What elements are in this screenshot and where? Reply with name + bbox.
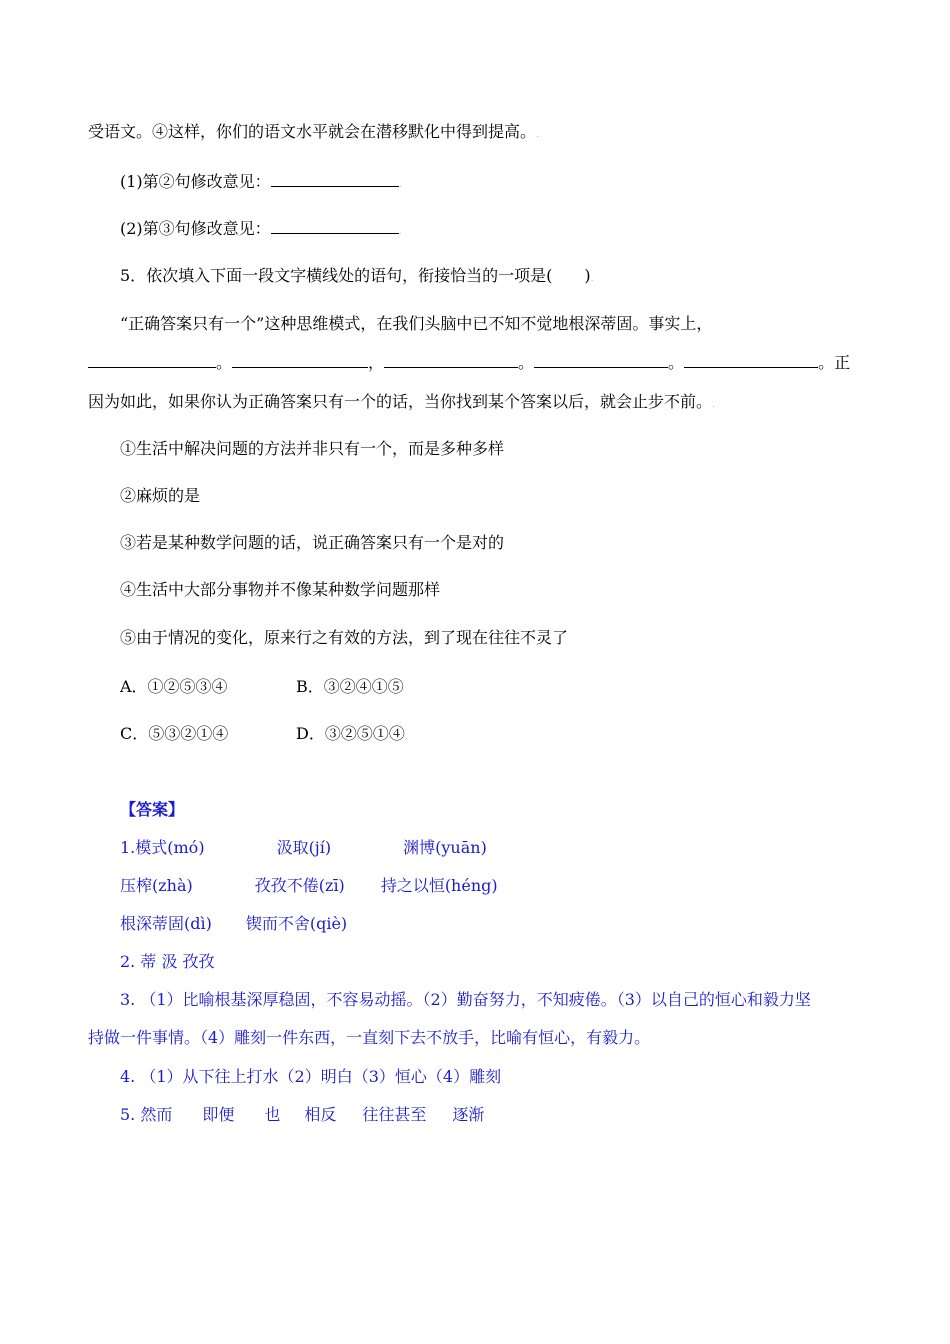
q5-blanks-line (88, 353, 850, 373)
answer-term: 锲而不舍(qiè) (245, 914, 348, 933)
answer-term: 1.模式(mó) (120, 838, 205, 857)
q4-item-2-label: (2)第③句修改意见： (120, 219, 271, 238)
q5-text-line-2: 因为如此，如果你认为正确答案只有一个的话，当你找到某个答案以后，就会止步不前。. (88, 392, 716, 411)
punct: 。 (668, 353, 685, 372)
answer-3-line-1: 3. （1）比喻根基深厚稳固，不容易动摇。（2）勤奋努力，不知疲倦。（3）以自己的恒心和毅力坚 (120, 990, 811, 1009)
answer-word: 逐渐 (452, 1105, 485, 1124)
answer-2: 2. 蒂 汲 孜孜 (120, 952, 215, 971)
answer-word: 即便 (202, 1105, 235, 1124)
option-4: ④生活中大部分事物并不像某种数学问题那样 (120, 580, 441, 599)
answer-4: 4. （1）从下往上打水（2）明白（3）恒心（4）雕刻 (120, 1067, 502, 1086)
answer-blank[interactable] (271, 219, 399, 234)
option-3: ③若是某种数学问题的话，说正确答案只有一个是对的 (120, 533, 505, 552)
q4-item-2: (2)第③句修改意见： . (120, 219, 402, 238)
option-5: ⑤由于情况的变化，原来行之有效的方法，到了现在往往不灵了 (120, 628, 569, 647)
answer-word: 也 (264, 1105, 281, 1124)
answer-1-row-1 (120, 838, 487, 858)
option-2: ②麻烦的是 (120, 486, 201, 505)
q5-text-line-1: “正确答案只有一个”这种思维模式，在我们头脑中已不知不觉地根深蒂固。事实上， (120, 314, 713, 333)
answer-blank[interactable] (534, 353, 668, 368)
punct: ， (368, 353, 385, 372)
q4-item-1: (1)第②句修改意见： . (120, 172, 402, 191)
answer-word: 往往甚至 (362, 1105, 427, 1124)
answer-blank[interactable] (684, 353, 818, 368)
q4-item-1-label: (1)第②句修改意见： (120, 172, 271, 191)
choice-c[interactable]: C．⑤③②①④ (120, 724, 229, 743)
answer-blank[interactable] (232, 353, 368, 368)
answer-5 (120, 1105, 484, 1125)
choice-b[interactable]: B．③②④①⑤ (296, 677, 404, 696)
answer-blank[interactable] (271, 172, 399, 187)
paragraph-continuation: 受语文。④这样，你们的语文水平就会在潜移默化中得到提高。. (88, 122, 540, 141)
answer-term: 持之以恒(héng) (380, 876, 498, 895)
answer-blank[interactable] (384, 353, 518, 368)
q5-stem: 5．依次填入下面一段文字横线处的语句，衔接恰当的一项是( ). (120, 266, 594, 285)
answer-blank[interactable] (88, 353, 216, 368)
punct: 。正 (818, 353, 851, 372)
answer-heading: 【答案】 (120, 800, 185, 819)
answer-term: 根深蒂固(dì) (120, 914, 212, 933)
answer-3-line-2: 持做一件事情。（4）雕刻一件东西，一直刻下去不放手，比喻有恒心，有毅力。 (88, 1028, 651, 1047)
answer-word: 5. 然而 (120, 1105, 173, 1124)
answer-1-row-2 (120, 876, 498, 896)
punct: 。 (518, 353, 535, 372)
answer-term: 压榨(zhà) (120, 876, 193, 895)
punct: 。 (216, 353, 233, 372)
answer-word: 相反 (304, 1105, 337, 1124)
answer-term: 汲取(jí) (276, 838, 332, 857)
option-1: ①生活中解决问题的方法并非只有一个，而是多种多样 (120, 439, 505, 458)
answer-term: 渊博(yuān) (403, 838, 487, 857)
choice-d[interactable]: D．③②⑤①④. (296, 724, 409, 743)
answer-term: 孜孜不倦(zī) (254, 876, 345, 895)
choice-a[interactable]: A．①②⑤③④ (120, 677, 228, 696)
answer-1-row-3 (120, 914, 347, 934)
